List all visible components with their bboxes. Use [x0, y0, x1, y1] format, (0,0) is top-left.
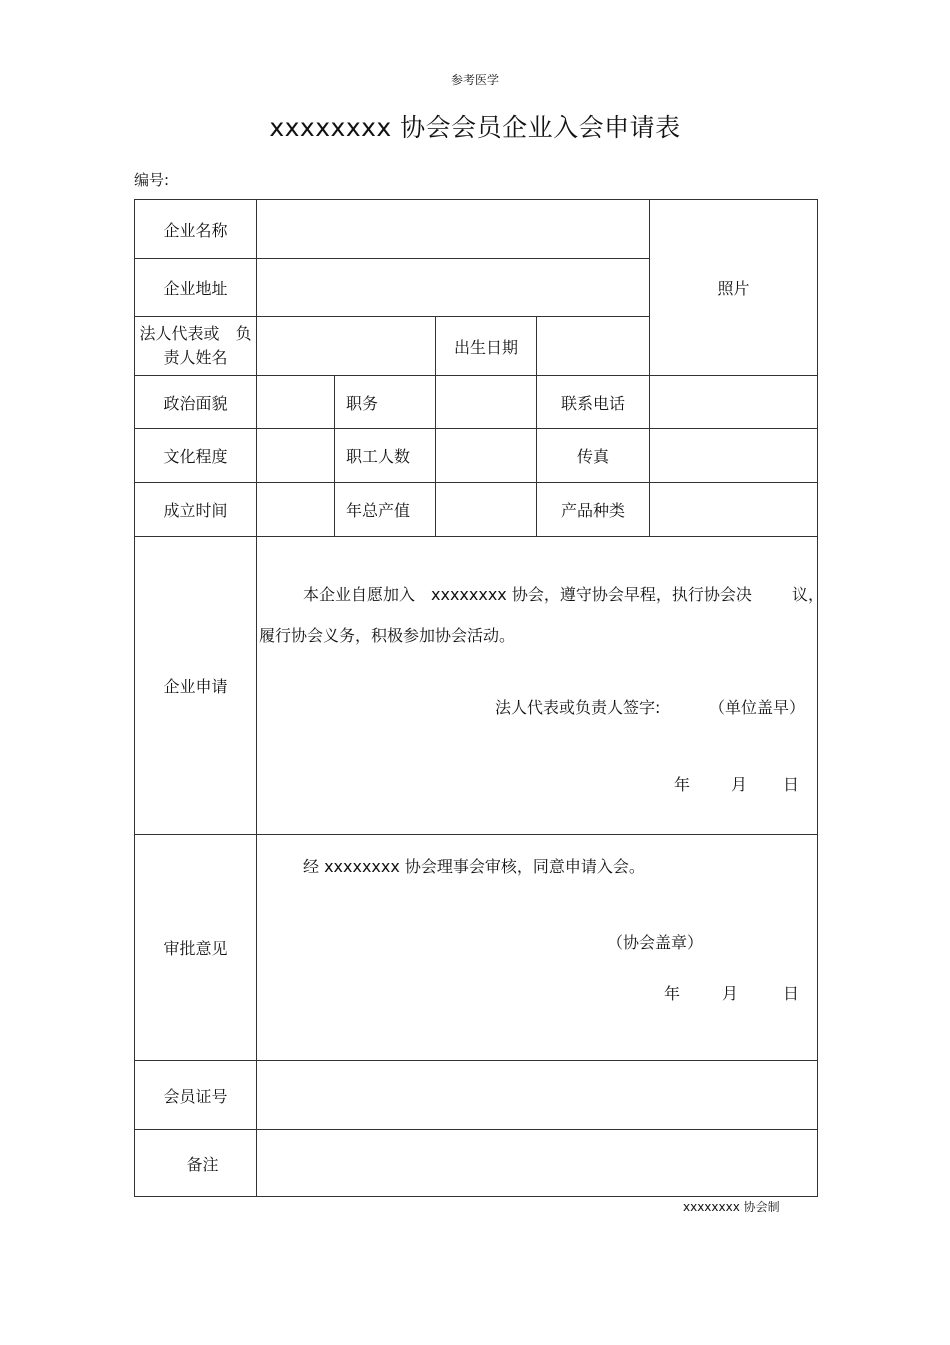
position-field[interactable] [436, 376, 537, 429]
serial-number-label: 编号: [134, 171, 170, 189]
employees-field[interactable] [436, 429, 537, 483]
approval-date-year: 年 [664, 984, 681, 1003]
annual-output-label: 年总产值 [335, 483, 436, 537]
approval-label: 审批意见 [135, 835, 257, 1061]
education-label: 文化程度 [135, 429, 257, 483]
fax-field[interactable] [650, 429, 818, 483]
application-form-table [134, 199, 825, 1197]
product-types-label: 产品种类 [537, 483, 650, 537]
association-seal-label: （协会盖章） [607, 933, 704, 952]
phone-field[interactable] [650, 376, 818, 429]
footer-credit: xxxxxxxx 协会制 [683, 1200, 780, 1214]
fax-label: 传真 [537, 429, 650, 483]
member-number-label: 会员证号 [135, 1061, 257, 1130]
company-seal-label: （单位盖早） [709, 698, 806, 717]
company-name-label: 企业名称 [135, 200, 257, 259]
founded-label: 成立时间 [135, 483, 257, 537]
annual-output-field[interactable] [436, 483, 537, 537]
page-header: 参考医学 [450, 73, 499, 87]
product-types-field[interactable] [650, 483, 818, 537]
application-content [257, 537, 825, 835]
position-label: 职务 [335, 376, 436, 429]
employees-label: 职工人数 [335, 429, 436, 483]
approval-date-day: 日 [783, 984, 800, 1003]
approval-content [257, 835, 818, 1061]
application-date-month: 月 [731, 775, 748, 794]
company-address-field[interactable] [257, 259, 650, 317]
political-status-field[interactable] [257, 376, 335, 429]
approval-date-month: 月 [722, 984, 739, 1003]
photo-label: 照片 [717, 279, 750, 298]
application-date-day: 日 [783, 775, 800, 794]
political-status-label: 政治面貌 [135, 376, 257, 429]
application-statement-line1: 本企业自愿加入 xxxxxxxx 协会，遵守协会早程，执行协会决 [303, 585, 752, 604]
application-statement-line2: 履行协会义务，积极参加协会活动。 [259, 626, 516, 645]
application-date-year: 年 [674, 775, 691, 794]
phone-label: 联系电话 [537, 376, 650, 429]
legal-rep-label-line1: 法人代表或 负 [139, 324, 252, 343]
legal-rep-label-line2: 责人姓名 [163, 348, 228, 367]
remarks-field[interactable] [257, 1130, 818, 1197]
education-field[interactable] [257, 429, 335, 483]
founded-field[interactable] [257, 483, 335, 537]
application-statement-line1-end: 议， [792, 585, 825, 604]
birth-date-label: 出生日期 [436, 317, 537, 376]
company-name-field[interactable] [257, 200, 650, 259]
birth-date-field[interactable] [537, 317, 650, 376]
signature-label: 法人代表或负责人签字: [495, 698, 661, 717]
approval-statement: 经 xxxxxxxx 协会理事会审核，同意申请入会。 [303, 857, 645, 876]
company-address-label: 企业地址 [135, 259, 257, 317]
application-label: 企业申请 [135, 537, 257, 835]
photo-box[interactable] [650, 200, 818, 376]
legal-rep-label [135, 317, 257, 376]
member-number-field[interactable] [257, 1061, 818, 1130]
remarks-label: 备注 [135, 1130, 257, 1197]
page-title: xxxxxxxx 协会会员企业入会申请表 [269, 113, 681, 142]
legal-rep-field[interactable] [257, 317, 436, 376]
